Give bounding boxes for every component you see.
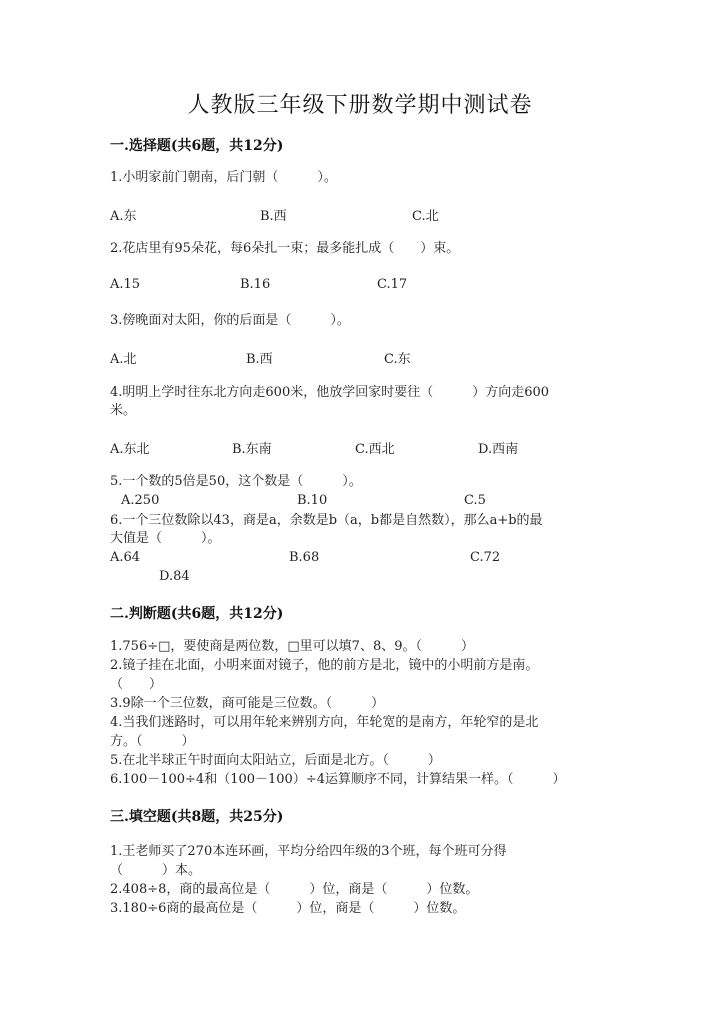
question-stem-continued: 米。 bbox=[110, 403, 137, 418]
statement-line: 4.当我们迷路时，可以用年轮来辨别方向，年轮宽的是南方，年轮窄的是北 bbox=[110, 715, 539, 730]
blank-line: 3.180÷6商的最高位是（ ）位，商是（ ）位数。 bbox=[110, 901, 466, 916]
option-a: A.东 bbox=[110, 209, 137, 224]
question-stem: 4.明明上学时往东北方向走600米，他放学回家时要往（ ）方向走600 bbox=[110, 385, 550, 400]
option-a: A.64 bbox=[110, 550, 141, 565]
option-b: B.16 bbox=[240, 277, 271, 292]
option-b: B.68 bbox=[289, 550, 320, 565]
option-a: A.东北 bbox=[110, 442, 150, 457]
statement-line: 5.在北半球正午时面向太阳站立，后面是北方。（ ） bbox=[110, 753, 441, 768]
section-heading-choice: 一.选择题(共6题，共12分) bbox=[110, 138, 284, 154]
option-a: A.15 bbox=[110, 277, 141, 292]
statement-line: 6.100－100÷4和（100－100）÷4运算顺序不同，计算结果一样。（ ） bbox=[110, 772, 566, 787]
blank-line: （ ）本。 bbox=[110, 863, 202, 878]
option-c: C.西北 bbox=[355, 442, 395, 457]
option-b: B.西 bbox=[246, 352, 273, 367]
option-b: B.西 bbox=[260, 209, 287, 224]
statement-line: 方。（ ） bbox=[110, 734, 195, 749]
question-stem: 5.一个数的5倍是50，这个数是（ ）。 bbox=[110, 474, 362, 489]
option-d: D.西南 bbox=[478, 442, 519, 457]
statement-line: 3.9除一个三位数，商可能是三位数。（ ） bbox=[110, 696, 385, 711]
option-c: C.5 bbox=[464, 493, 486, 508]
option-a: A.250 bbox=[121, 493, 160, 508]
option-c: C.北 bbox=[412, 209, 439, 224]
statement-line: 1.756÷□，要使商是两位数，□里可以填7、8、9。（ ） bbox=[110, 639, 474, 654]
page-title: 人教版三年级下册数学期中测试卷 bbox=[187, 93, 533, 118]
section-heading-judgement: 二.判断题(共6题，共12分) bbox=[110, 606, 284, 622]
option-b: B.东南 bbox=[232, 442, 272, 457]
option-c: C.17 bbox=[377, 277, 408, 292]
blank-line: 1.王老师买了270本连环画，平均分给四年级的3个班，每个班可分得 bbox=[110, 844, 507, 859]
question-stem: 2.花店里有95朵花，每6朵扎一束；最多能扎成（ ）束。 bbox=[110, 241, 460, 256]
option-c: C.东 bbox=[384, 352, 411, 367]
statement-line: （ ） bbox=[110, 677, 163, 692]
option-a: A.北 bbox=[110, 352, 137, 367]
blank-line: 2.408÷8，商的最高位是（ ）位，商是（ ）位数。 bbox=[110, 882, 479, 897]
question-stem-continued: 大值是（ ）。 bbox=[110, 531, 221, 546]
statement-line: 2.镜子挂在北面，小明来面对镜子，他的前方是北，镜中的小明前方是南。 bbox=[110, 658, 539, 673]
option-c: C.72 bbox=[470, 550, 501, 565]
question-stem: 6.一个三位数除以43，商是a，余数是b（a，b都是自然数），那么a+b的最 bbox=[110, 513, 543, 528]
section-heading-fill-in: 三.填空题(共8题，共25分) bbox=[110, 809, 284, 825]
option-b: B.10 bbox=[297, 493, 328, 508]
option-d: D.84 bbox=[159, 569, 190, 584]
question-stem: 1.小明家前门朝南，后门朝（ ）。 bbox=[110, 170, 337, 185]
question-stem: 3.傍晚面对太阳，你的后面是（ ）。 bbox=[110, 313, 350, 328]
